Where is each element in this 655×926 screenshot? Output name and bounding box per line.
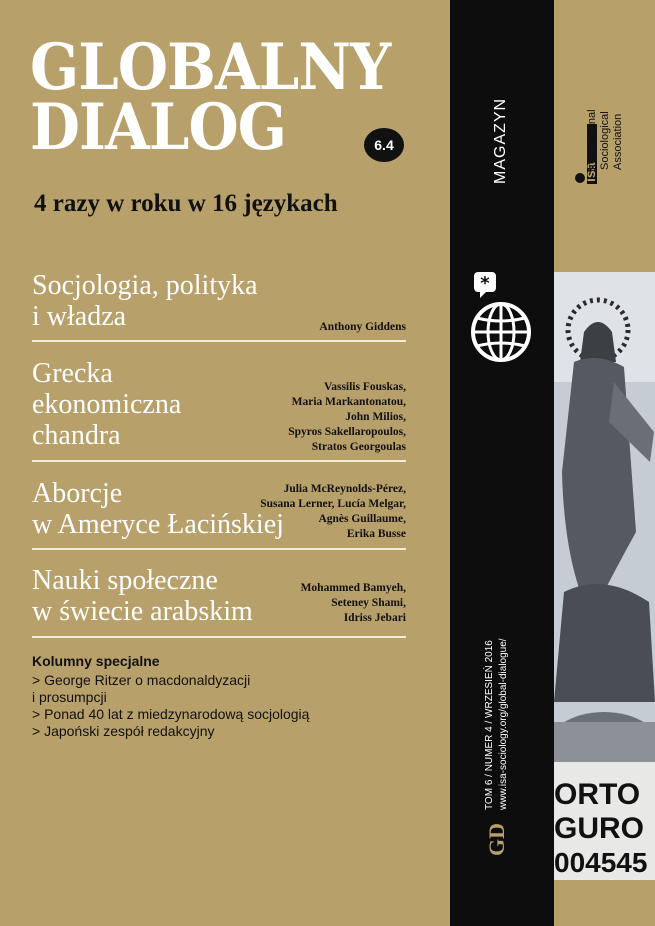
article-authors: Vassilis Fouskas, Maria Markantonatou, John Milios, Spyros Sakellaropoulos, Stratos Georgoulas (288, 381, 406, 453)
article-title: Socjologia, polityka i władza (32, 270, 258, 332)
banner-text: ORTO (554, 778, 641, 811)
article-authors: Anthony Giddens (319, 321, 406, 333)
article-1[interactable] (32, 270, 406, 334)
special-columns (32, 652, 309, 740)
isa-line-2: Sociological (599, 111, 611, 170)
website-url[interactable]: www.isa-sociology.org/global-dialogue/ (498, 638, 509, 810)
spine-label: MAGAZYN (492, 97, 509, 185)
article-authors: Julia McReynolds-Pérez, Susana Lerner, Lucía Melgar, Agnès Guillaume, Erika Busse (260, 483, 406, 540)
special-column-item[interactable]: > Japoński zespół redakcyjny (32, 723, 215, 739)
article-title: Nauki społeczne w świecie arabskim (32, 565, 253, 627)
divider (32, 460, 406, 462)
issue-badge: 6.4 (364, 128, 404, 162)
article-3[interactable] (32, 478, 406, 540)
gd-logo: GD (484, 823, 509, 857)
cover-photo (554, 272, 655, 880)
title-line-1: GLOBALNY (30, 30, 391, 105)
svg-text:*: * (480, 273, 490, 294)
divider (32, 548, 406, 550)
divider (32, 636, 406, 638)
magazine-title (30, 30, 391, 165)
spine-info (483, 570, 523, 810)
article-authors: Mohammed Bamyeh, Seteney Shami, Idriss Jebari (300, 582, 406, 624)
isa-line-1: International (586, 109, 598, 170)
globe-chat-icon (468, 270, 534, 370)
tagline: 4 razy w roku w 16 językach (34, 190, 338, 217)
article-title: Aborcje w Ameryce Łacińskiej (32, 478, 284, 540)
special-column-item[interactable]: > George Ritzer o macdonaldyzacji i prosumpcji (32, 672, 251, 705)
isa-line-3: Association (612, 113, 624, 170)
isa-name (586, 50, 630, 170)
isa-logo-text: isa (582, 162, 598, 182)
article-2[interactable] (32, 358, 406, 452)
title-line-2: DIALOG (30, 90, 287, 165)
statue-photo-image (554, 272, 655, 880)
banner-text: GURO (554, 812, 644, 845)
banner-text: 004545 (554, 847, 648, 878)
special-column-item[interactable]: > Ponad 40 lat z miedzynarodową socjologią (32, 706, 310, 722)
special-columns-heading: Kolumny specjalne (32, 653, 160, 669)
divider (32, 340, 406, 342)
article-title: Grecka ekonomiczna chandra (32, 358, 182, 451)
article-4[interactable] (32, 565, 406, 627)
volume-info: TOM 6 / NUMER 4 / WRZESIEŃ 2016 (484, 640, 495, 810)
